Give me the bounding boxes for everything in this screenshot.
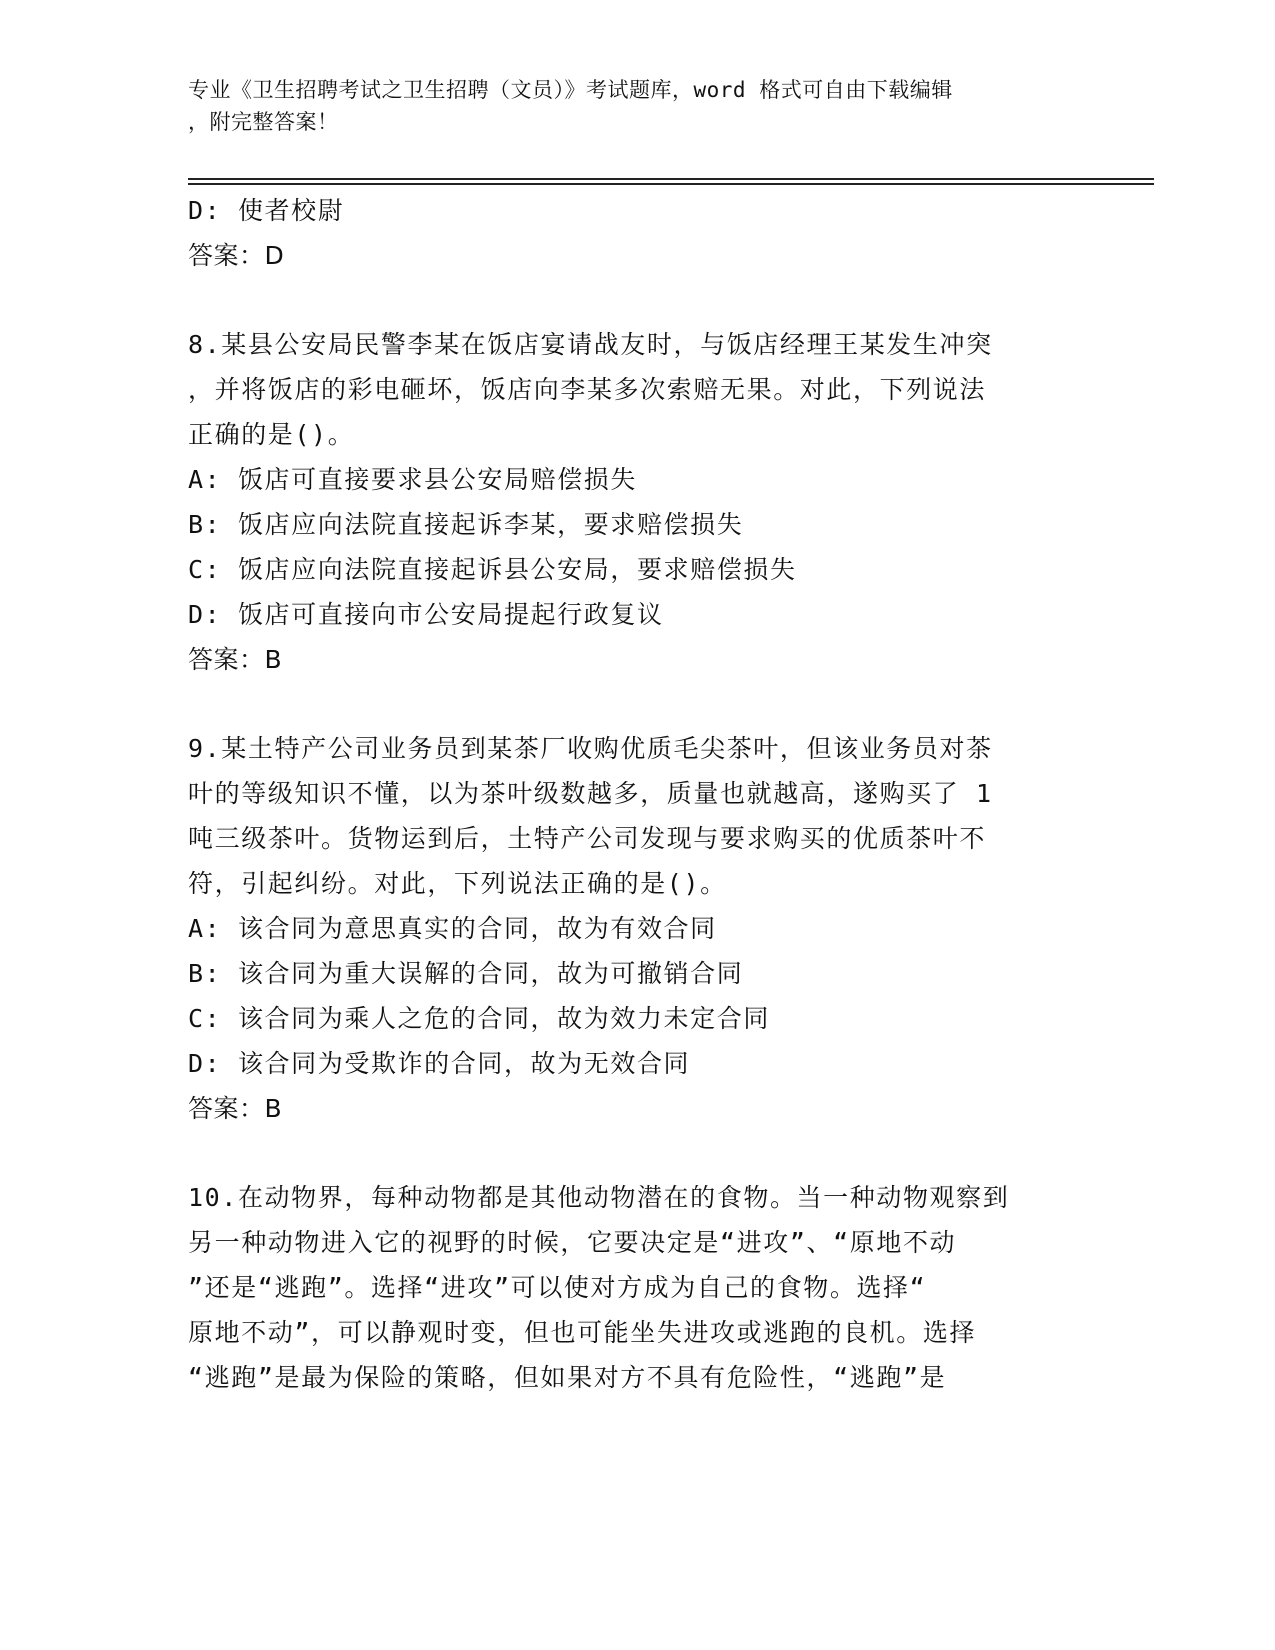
option-c: C: 饭店应向法院直接起诉县公安局，要求赔偿损失 [188,555,797,584]
document-header [188,74,1068,138]
question-answer: 答案：B [188,1094,283,1123]
question-stem-line: “逃跑”是最为保险的策略，但如果对方不具有危险性，“逃跑”是 [188,1363,947,1392]
option-a: A: 饭店可直接要求县公安局赔偿损失 [188,465,637,494]
option-b: B: 饭店应向法院直接起诉李某，要求赔偿损失 [188,510,744,539]
option-d: D: 该合同为受欺诈的合同，故为无效合同 [188,1049,691,1078]
option-b: B: 该合同为重大误解的合同，故为可撤销合同 [188,959,744,988]
header-line-2: ，附完整答案！ [188,110,339,134]
option-c: C: 该合同为乘人之危的合同，故为效力未定合同 [188,1004,770,1033]
question-10 [188,1175,1068,1400]
question-answer: 答案：B [188,645,283,674]
question-8 [188,322,1068,682]
question-stem-line: 吨三级茶叶。货物运到后，土特产公司发现与要求购买的优质茶叶不 [188,824,987,853]
option-d: D: 饭店可直接向市公安局提起行政复议 [188,600,664,629]
question-stem-line: 正确的是()。 [188,420,355,449]
prev-question-option-d: D: 使者校尉 [188,196,345,225]
question-stem-line: 8.某县公安局民警李某在饭店宴请战友时，与饭店经理王某发生冲突 [188,330,993,359]
document-body [188,188,1068,1400]
question-stem-line: 符，引起纠纷。对此，下列说法正确的是()。 [188,869,727,898]
question-9 [188,726,1068,1131]
header-divider-top [188,178,1154,180]
question-stem-line: 叶的等级知识不懂，以为茶叶级数越多，质量也就越高，遂购买了 1 [188,779,993,808]
question-stem-line: ，并将饭店的彩电砸坏，饭店向李某多次索赔无果。对此，下列说法 [188,375,987,404]
prev-question-answer: 答案：D [188,241,285,270]
header-divider-bottom [188,183,1154,185]
question-stem-line: 另一种动物进入它的视野的时候，它要决定是“进攻”、“原地不动 [188,1228,957,1257]
option-a: A: 该合同为意思真实的合同，故为有效合同 [188,914,717,943]
question-stem-line: 原地不动”，可以静观时变，但也可能坐失进攻或逃跑的良机。选择 [188,1318,977,1347]
header-line-1: 专业《卫生招聘考试之卫生招聘（文员）》考试题库，word 格式可自由下载编辑 [188,78,953,102]
question-stem-line: 9.某土特产公司业务员到某茶厂收购优质毛尖茶叶，但该业务员对茶 [188,734,993,763]
question-stem-line: ”还是“逃跑”。选择“进攻”可以使对方成为自己的食物。选择“ [188,1273,927,1302]
question-stem-line: 10.在动物界，每种动物都是其他动物潜在的食物。当一种动物观察到 [188,1183,1010,1212]
